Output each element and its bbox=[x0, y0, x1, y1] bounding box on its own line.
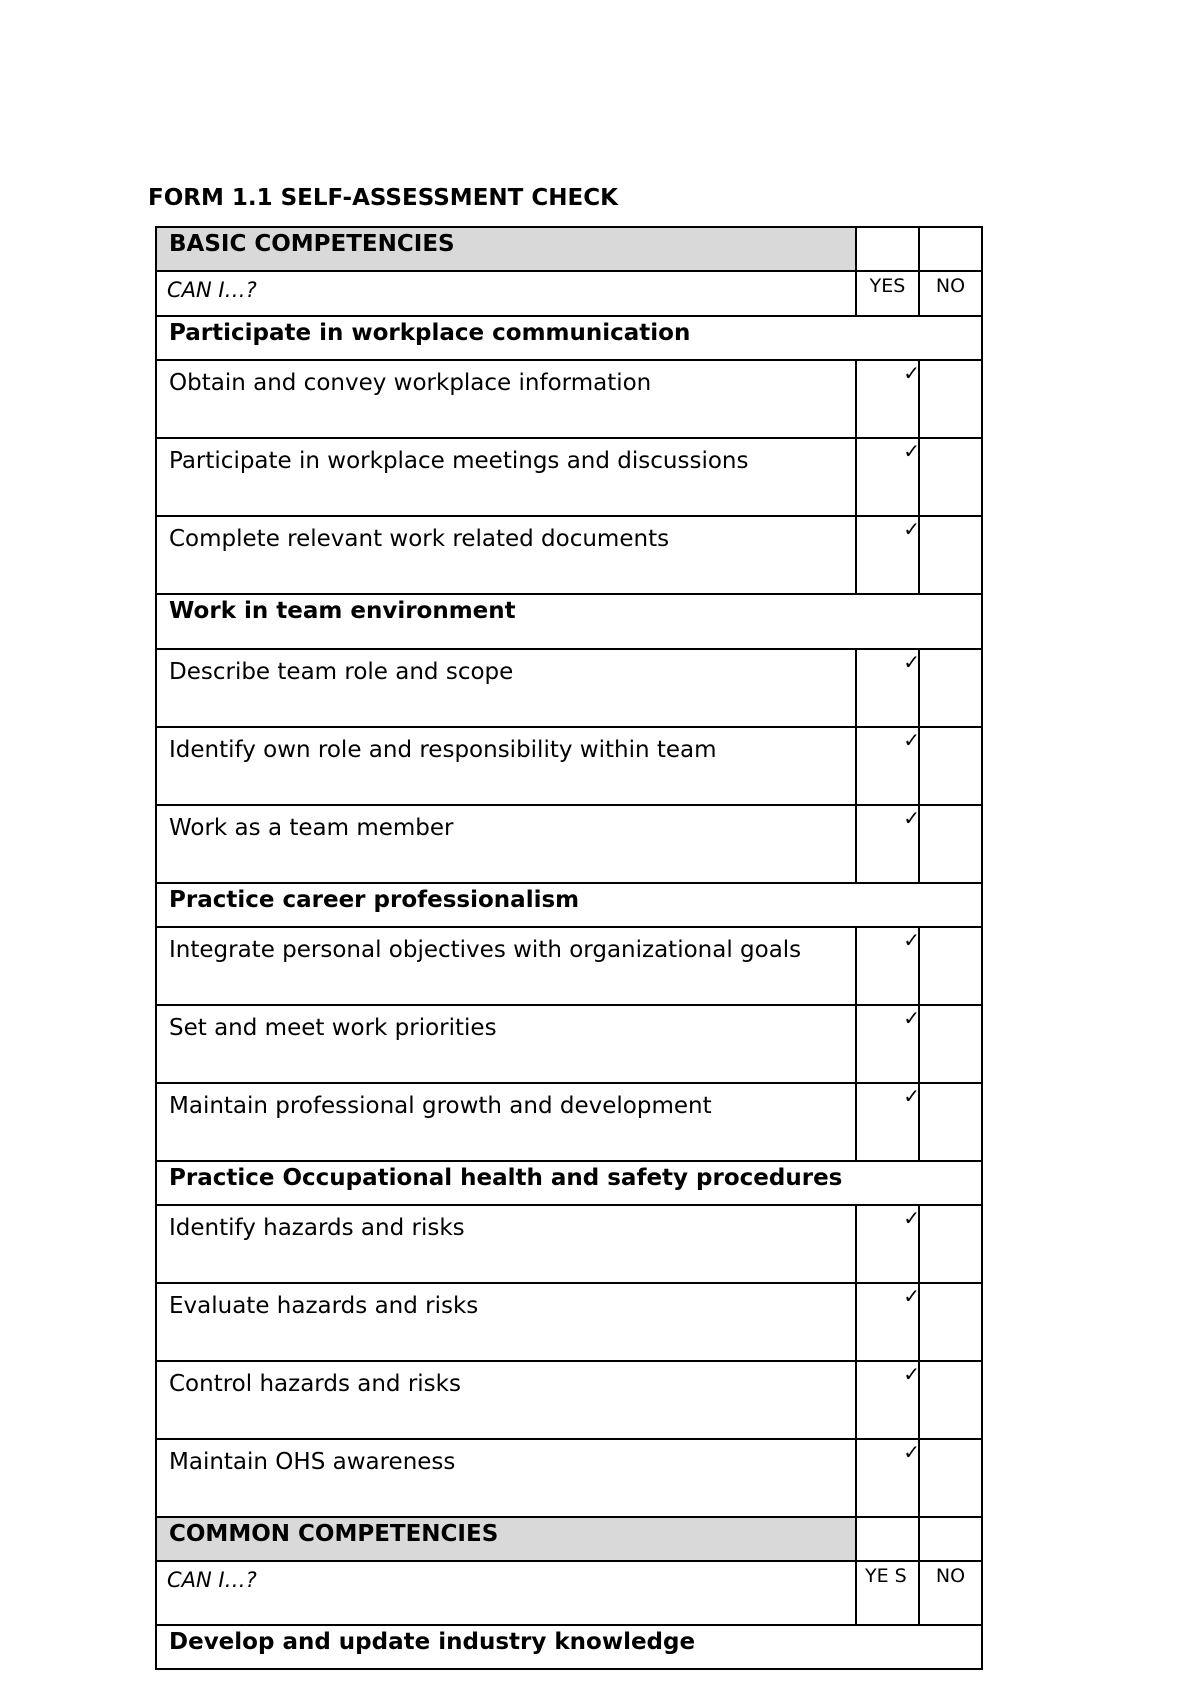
yes-cell[interactable] bbox=[856, 727, 919, 805]
check-mark-icon: ✓ bbox=[903, 361, 920, 385]
unit-title: Practice Occupational health and safety procedures bbox=[156, 1161, 982, 1205]
can-i-row bbox=[156, 271, 982, 316]
self-assessment-table bbox=[155, 226, 983, 1670]
no-cell[interactable] bbox=[919, 438, 982, 516]
no-cell[interactable] bbox=[919, 1283, 982, 1361]
common-header-row bbox=[156, 1517, 982, 1561]
basic-section bbox=[156, 227, 982, 316]
competency-row bbox=[156, 927, 982, 1005]
competency-row bbox=[156, 1439, 982, 1517]
yes-cell[interactable] bbox=[856, 927, 919, 1005]
unit-title-row bbox=[156, 1625, 982, 1669]
competency-label: Identify own role and responsibility within team bbox=[156, 727, 856, 805]
check-mark-icon: ✓ bbox=[903, 728, 920, 752]
competency-label: Obtain and convey workplace information bbox=[156, 360, 856, 438]
unit-title: Practice career professionalism bbox=[156, 883, 982, 927]
check-mark-icon: ✓ bbox=[903, 1206, 920, 1230]
unit-title-row bbox=[156, 1161, 982, 1205]
yes-cell[interactable] bbox=[856, 360, 919, 438]
unit-title-row bbox=[156, 883, 982, 927]
check-mark-icon: ✓ bbox=[903, 1440, 920, 1464]
competency-label: Set and meet work priorities bbox=[156, 1005, 856, 1083]
no-cell[interactable] bbox=[919, 649, 982, 727]
yes-cell[interactable] bbox=[856, 516, 919, 594]
competency-label: Integrate personal objectives with organizational goals bbox=[156, 927, 856, 1005]
unit-title-row bbox=[156, 594, 982, 649]
basic-competencies-header: BASIC COMPETENCIES bbox=[156, 227, 856, 271]
can-i-label: CAN I…? bbox=[156, 271, 856, 316]
no-cell[interactable] bbox=[919, 727, 982, 805]
yes-cell[interactable] bbox=[856, 438, 919, 516]
competency-row bbox=[156, 727, 982, 805]
competency-row bbox=[156, 1005, 982, 1083]
yes-cell[interactable] bbox=[856, 805, 919, 883]
check-mark-icon: ✓ bbox=[903, 1284, 920, 1308]
common-can-i-row bbox=[156, 1561, 982, 1625]
check-mark-icon: ✓ bbox=[903, 1084, 920, 1108]
competency-row bbox=[156, 360, 982, 438]
no-cell[interactable] bbox=[919, 1005, 982, 1083]
competency-label: Work as a team member bbox=[156, 805, 856, 883]
unit-title-row bbox=[156, 316, 982, 360]
yes-column-label: YES bbox=[856, 271, 919, 316]
competency-row bbox=[156, 1361, 982, 1439]
no-cell[interactable] bbox=[919, 927, 982, 1005]
yes-column-label: YE S bbox=[856, 1561, 919, 1625]
competency-row bbox=[156, 516, 982, 594]
no-cell[interactable] bbox=[919, 1083, 982, 1161]
competency-label: Maintain OHS awareness bbox=[156, 1439, 856, 1517]
no-cell[interactable] bbox=[919, 360, 982, 438]
competency-label: Describe team role and scope bbox=[156, 649, 856, 727]
yes-cell[interactable] bbox=[856, 1361, 919, 1439]
check-mark-icon: ✓ bbox=[903, 1006, 920, 1030]
yes-cell[interactable] bbox=[856, 1005, 919, 1083]
competency-row bbox=[156, 1083, 982, 1161]
unit-title: Develop and update industry knowledge bbox=[156, 1625, 982, 1669]
header-blank-cell bbox=[919, 1517, 982, 1561]
check-mark-icon: ✓ bbox=[903, 928, 920, 952]
yes-cell[interactable] bbox=[856, 649, 919, 727]
units-section bbox=[156, 316, 982, 1517]
unit-title: Work in team environment bbox=[156, 594, 982, 649]
basic-header-row bbox=[156, 227, 982, 271]
no-cell[interactable] bbox=[919, 1439, 982, 1517]
check-mark-icon: ✓ bbox=[903, 439, 920, 463]
yes-cell[interactable] bbox=[856, 1283, 919, 1361]
no-column-label: NO bbox=[919, 1561, 982, 1625]
common-section bbox=[156, 1517, 982, 1669]
no-cell[interactable] bbox=[919, 1205, 982, 1283]
header-blank-cell bbox=[856, 227, 919, 271]
competency-label: Identify hazards and risks bbox=[156, 1205, 856, 1283]
competency-row bbox=[156, 438, 982, 516]
competency-label: Control hazards and risks bbox=[156, 1361, 856, 1439]
no-cell[interactable] bbox=[919, 805, 982, 883]
yes-cell[interactable] bbox=[856, 1205, 919, 1283]
competency-label: Participate in workplace meetings and discussions bbox=[156, 438, 856, 516]
yes-cell[interactable] bbox=[856, 1439, 919, 1517]
competency-label: Maintain professional growth and development bbox=[156, 1083, 856, 1161]
competency-row bbox=[156, 805, 982, 883]
header-blank-cell bbox=[919, 227, 982, 271]
check-mark-icon: ✓ bbox=[903, 517, 920, 541]
no-cell[interactable] bbox=[919, 516, 982, 594]
can-i-label: CAN I…? bbox=[156, 1561, 856, 1625]
competency-row bbox=[156, 649, 982, 727]
no-cell[interactable] bbox=[919, 1361, 982, 1439]
check-mark-icon: ✓ bbox=[903, 806, 920, 830]
competency-label: Evaluate hazards and risks bbox=[156, 1283, 856, 1361]
competency-row bbox=[156, 1205, 982, 1283]
yes-cell[interactable] bbox=[856, 1083, 919, 1161]
competency-label: Complete relevant work related documents bbox=[156, 516, 856, 594]
check-mark-icon: ✓ bbox=[903, 1362, 920, 1386]
common-competencies-header: COMMON COMPETENCIES bbox=[156, 1517, 856, 1561]
no-column-label: NO bbox=[919, 271, 982, 316]
form-title: FORM 1.1 SELF-ASSESSMENT CHECK bbox=[148, 185, 618, 211]
check-mark-icon: ✓ bbox=[903, 650, 920, 674]
unit-title: Participate in workplace communication bbox=[156, 316, 982, 360]
header-blank-cell bbox=[856, 1517, 919, 1561]
competency-row bbox=[156, 1283, 982, 1361]
